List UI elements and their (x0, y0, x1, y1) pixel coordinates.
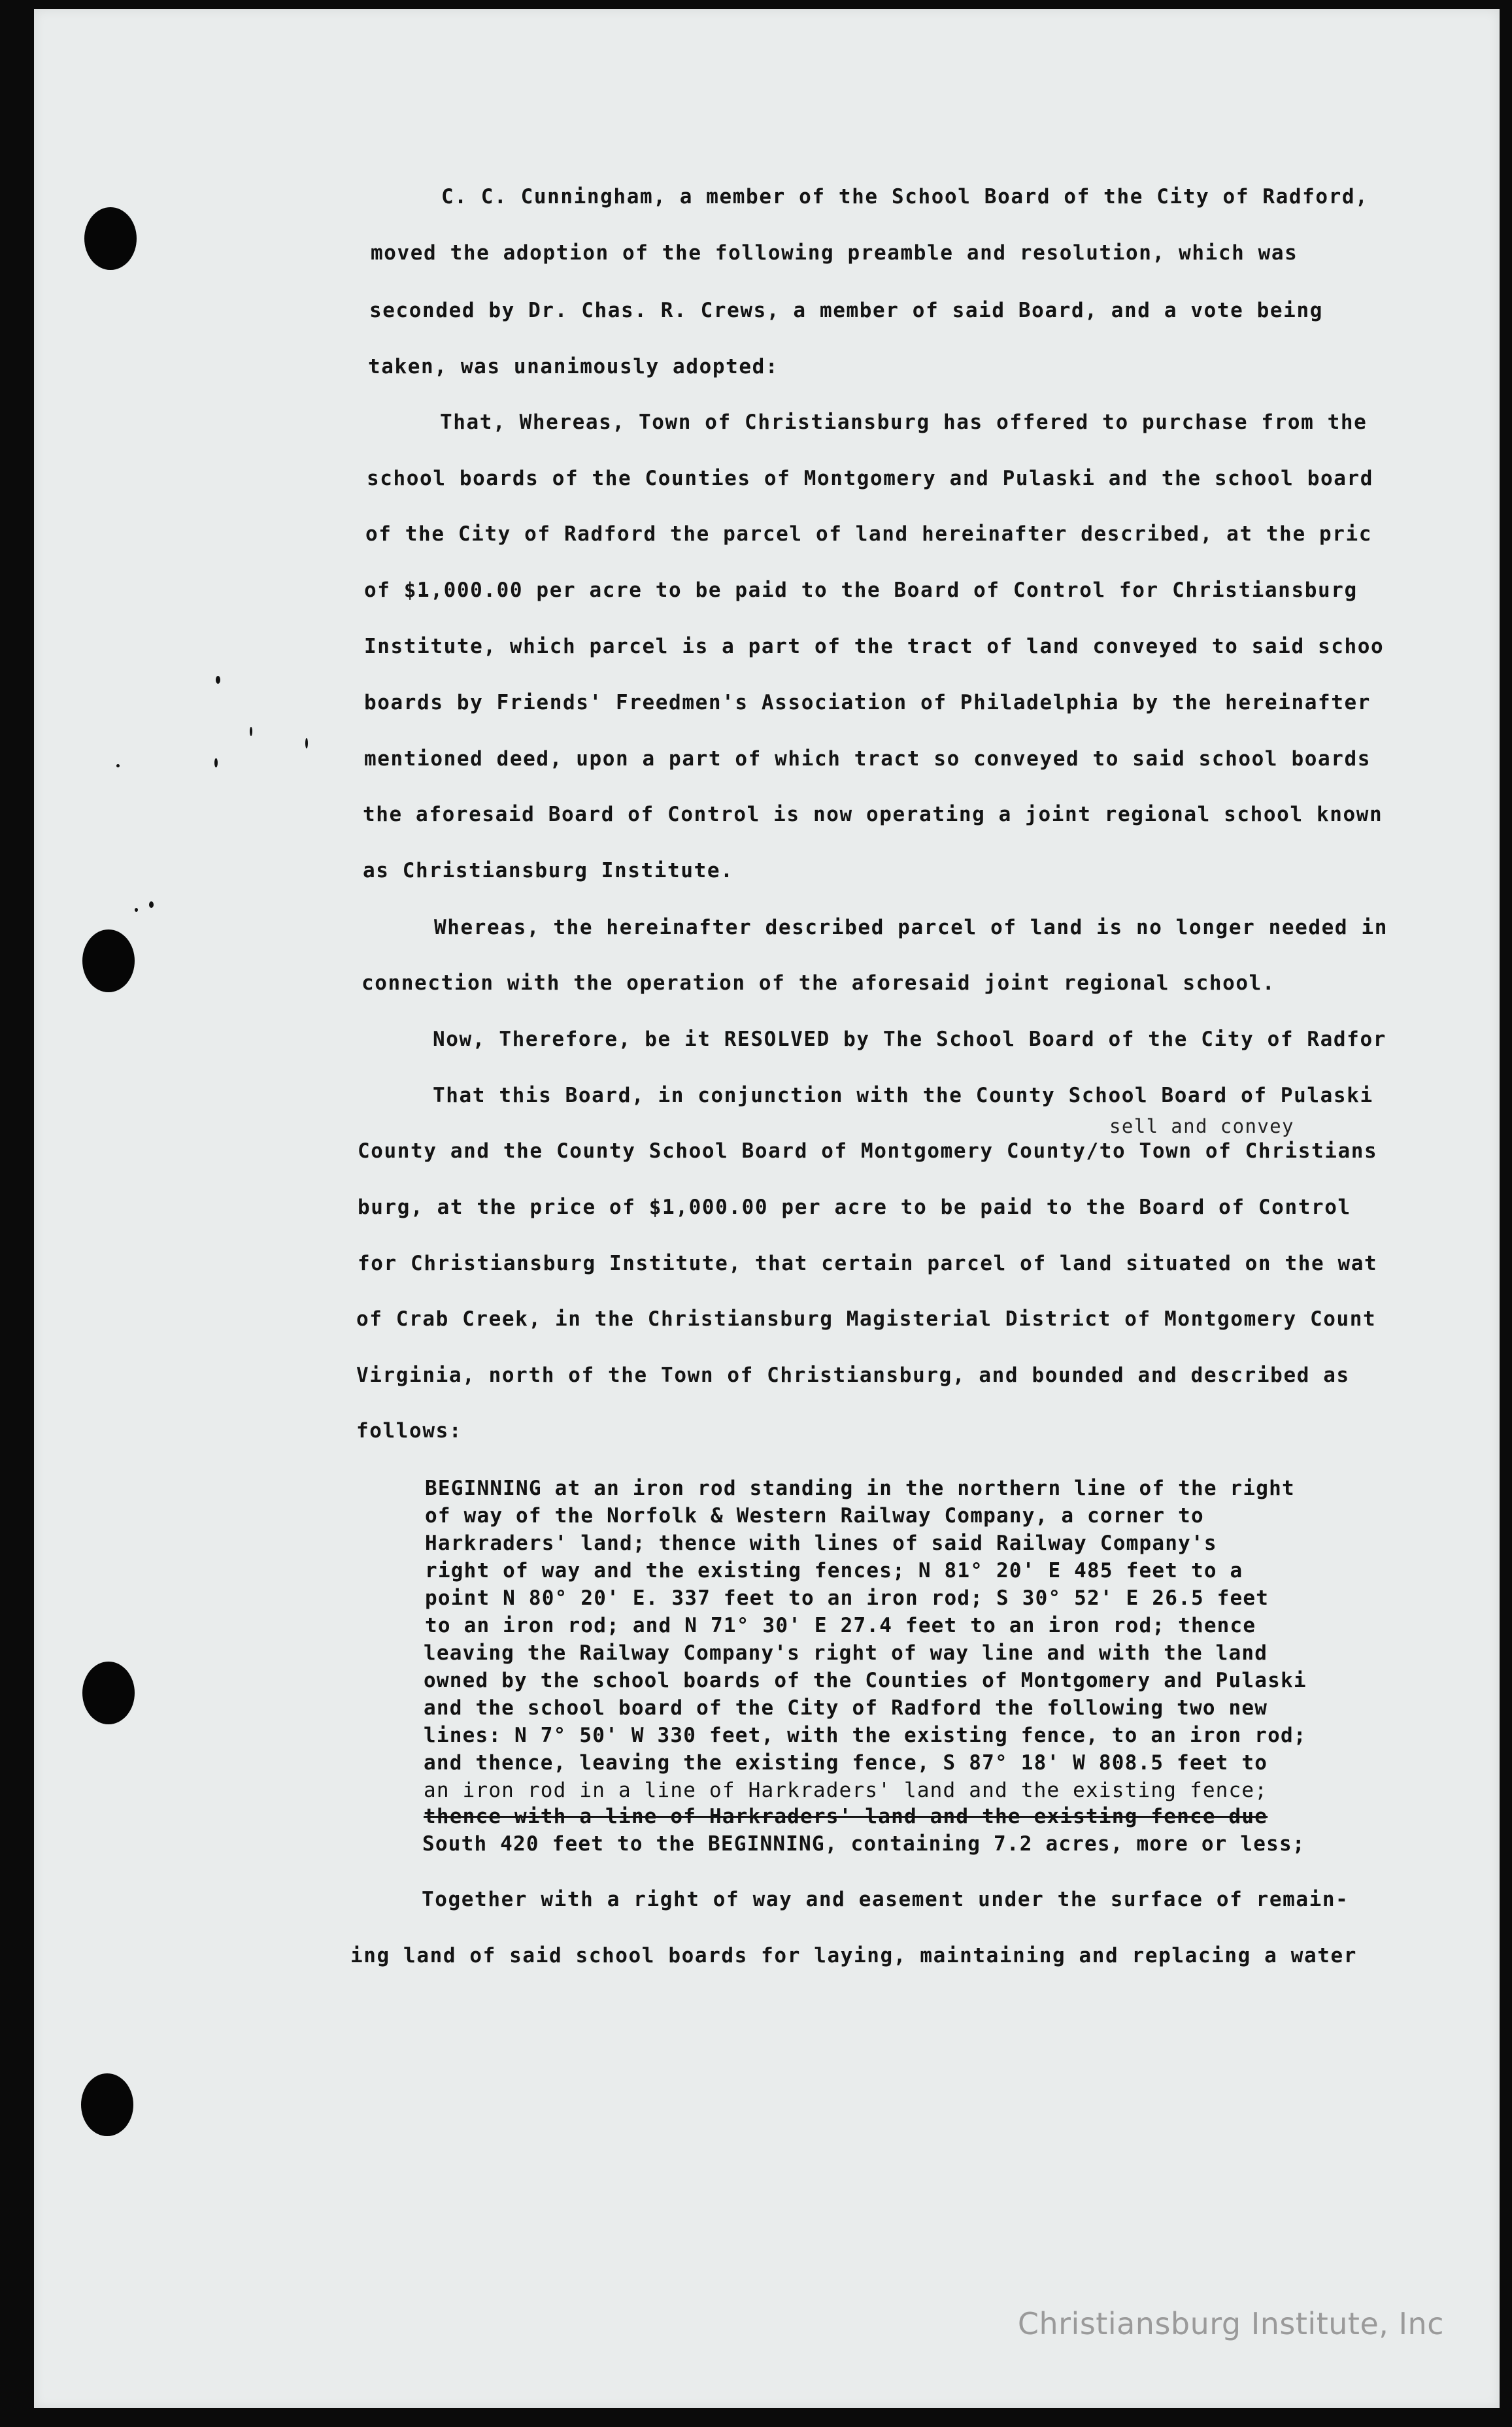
text-line: for Christiansburg Institute, that certain parcel of land situated on the wat (358, 1252, 1378, 1275)
text-line: mentioned deed, upon a part of which tract so conveyed to said school boards (364, 747, 1371, 771)
description-line: and the school board of the City of Radford the following two new (424, 1696, 1268, 1720)
text-line: of the City of Radford the parcel of land hereinafter described, at the pric (365, 522, 1373, 546)
text-line: Together with a right of way and easement under the surface of remain- (422, 1888, 1349, 1911)
text-line: connection with the operation of the aforesaid joint regional school. (361, 971, 1276, 995)
description-line: leaving the Railway Company's right of way line and with the land (424, 1641, 1268, 1665)
dust-speck (149, 901, 154, 908)
interlinear-insertion: sell and convey (1109, 1115, 1294, 1137)
text-line: the aforesaid Board of Control is now operating a joint regional school known (363, 803, 1383, 826)
text-line: seconded by Dr. Chas. R. Crews, a member of said Board, and a vote being (369, 299, 1323, 322)
description-line: lines: N 7° 50' W 330 feet, with the existing fence, to an iron rod; (424, 1724, 1307, 1747)
dust-speck (216, 676, 220, 684)
description-line: point N 80° 20' E. 337 feet to an iron rod; S 30° 52' E 26.5 feet (425, 1586, 1269, 1610)
description-line: to an iron rod; and N 71° 30' E 27.4 feet to an iron rod; thence (425, 1614, 1256, 1637)
text-line: moved the adoption of the following preamble and resolution, which was (371, 241, 1298, 265)
text-line: Institute, which parcel is a part of the tract of land conveyed to said schoo (364, 635, 1385, 658)
text-line: as Christiansburg Institute. (363, 859, 734, 882)
description-line: and thence, leaving the existing fence, S 87° 18' W 808.5 feet to (424, 1751, 1268, 1775)
description-line: of way of the Norfolk & Western Railway Company, a corner to (425, 1504, 1204, 1528)
dust-speck (214, 758, 218, 767)
punch-hole-4 (81, 2073, 133, 2136)
text-line: C. C. Cunningham, a member of the School Board of the City of Radford, (441, 185, 1369, 209)
text-line: ing land of said school boards for laying, maintaining and replacing a water (350, 1944, 1358, 1967)
text-line: boards by Friends' Freedmen's Association of Philadelphia by the hereinafter (364, 691, 1371, 714)
document-page (34, 9, 1500, 2408)
description-line: Harkraders' land; thence with lines of said Railway Company's (425, 1532, 1217, 1555)
text-line: of $1,000.00 per acre to be paid to the Board of Control for Christiansburg (364, 578, 1358, 602)
text-line: That this Board, in conjunction with the County School Board of Pulaski (433, 1084, 1373, 1107)
punch-hole-1 (84, 207, 137, 270)
dust-speck (250, 727, 252, 736)
text-line: County and the County School Board of Montgomery County/to Town of Christians (358, 1139, 1378, 1163)
text-line: school boards of the Counties of Montgomery and Pulaski and the school board (367, 467, 1374, 490)
dust-speck (135, 908, 138, 912)
text-line: That, Whereas, Town of Christiansburg has offered to purchase from the (440, 410, 1368, 434)
description-line: an iron rod in a line of Harkraders' land and the existing fence; (424, 1779, 1268, 1802)
description-line: BEGINNING at an iron rod standing in the northern line of the right (425, 1477, 1295, 1500)
text-line: Virginia, north of the Town of Christiansburg, and bounded and described as (356, 1364, 1350, 1387)
description-line: South 420 feet to the BEGINNING, containing 7.2 acres, more or less; (422, 1832, 1305, 1856)
punch-hole-2 (82, 929, 135, 992)
text-line: Whereas, the hereinafter described parcel of land is no longer needed in (434, 916, 1388, 939)
text-line: of Crab Creek, in the Christiansburg Magisterial District of Montgomery Count (356, 1307, 1377, 1331)
text-line: Now, Therefore, be it RESOLVED by The School Board of the City of Radfor (433, 1028, 1386, 1051)
description-line: owned by the school boards of the Counties of Montgomery and Pulaski (424, 1669, 1307, 1692)
description-struck-line: thence with a line of Harkraders' land and the existing fence due (424, 1805, 1268, 1828)
punch-hole-3 (82, 1662, 135, 1724)
watermark: Christiansburg Institute, Inc (1017, 2306, 1444, 2341)
dust-speck (116, 764, 120, 767)
dust-speck (305, 738, 308, 748)
text-line: burg, at the price of $1,000.00 per acre to be paid to the Board of Control (358, 1196, 1351, 1219)
text-line: taken, was unanimously adopted: (368, 355, 779, 378)
text-line: follows: (356, 1419, 463, 1443)
description-line: right of way and the existing fences; N 81° 20' E 485 feet to a (425, 1559, 1243, 1582)
